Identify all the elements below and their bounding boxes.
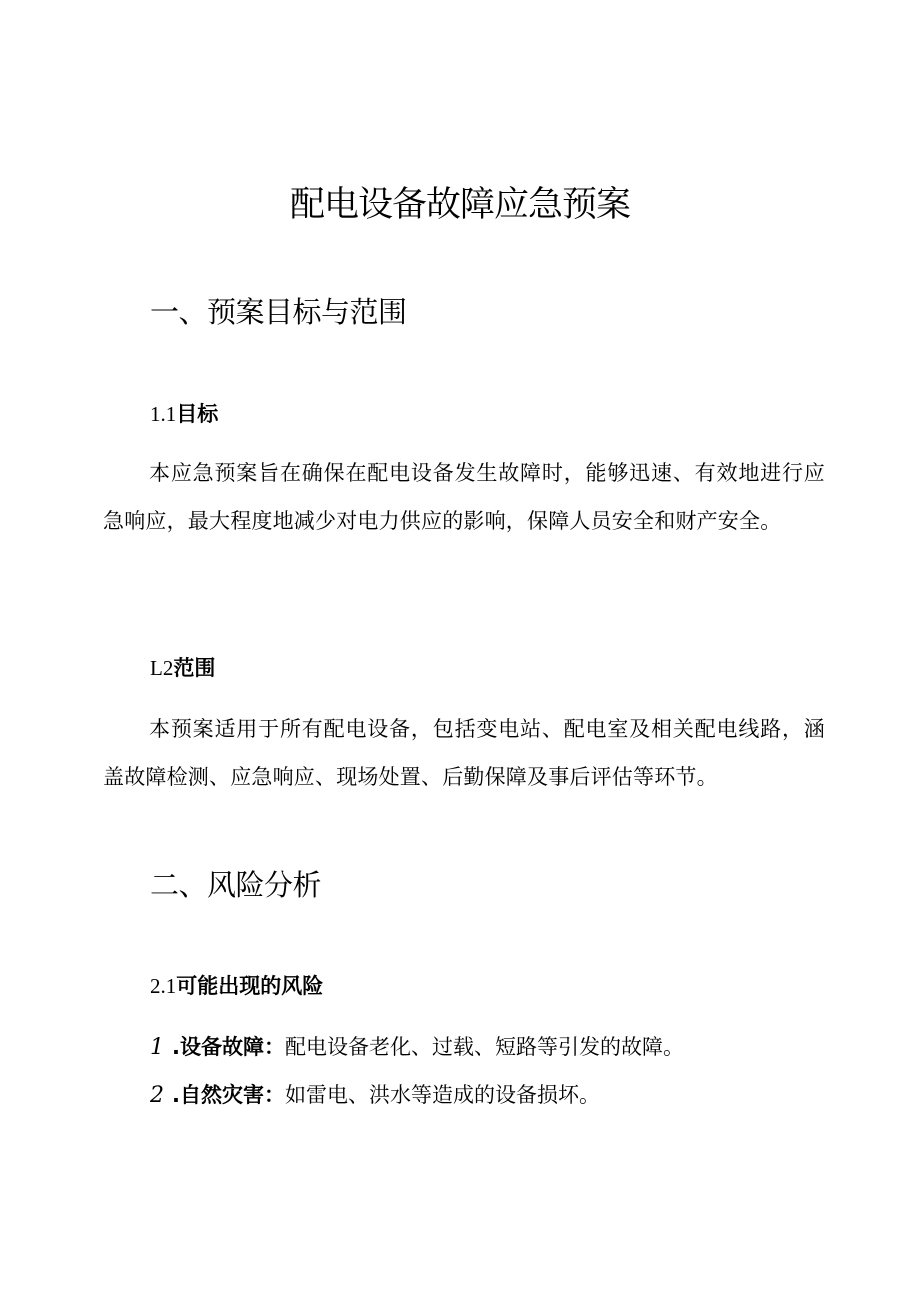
subsection-heading-1-2 xyxy=(150,653,215,683)
subsection-number: L2 xyxy=(150,656,174,680)
subsection-title: 范围 xyxy=(173,656,216,680)
subsection-heading-1-1 xyxy=(150,399,218,429)
list-item-number: 2 xyxy=(150,1083,164,1108)
subsection-title: 可能出现的风险 xyxy=(176,974,324,998)
paragraph-scope: 本预案适用于所有配电设备，包括变电站、配电室及相关配电线路，涵盖故障检测、应急响应、现场处置、后勤保障及事后评估等环节。 xyxy=(103,717,825,789)
section-heading-2: 二、风险分析 xyxy=(150,868,322,902)
document-title: 配电设备故障应急预案 xyxy=(289,185,630,225)
list-item-description: 配电设备老化、过载、短路等引发的故障。 xyxy=(284,1035,684,1059)
list-item xyxy=(150,1032,684,1063)
list-item-separator: . xyxy=(172,1083,180,1107)
list-item-separator: . xyxy=(172,1035,180,1059)
list-item-term: 自然灾害： xyxy=(179,1083,285,1107)
list-item-description: 如雷电、洪水等造成的设备损坏。 xyxy=(284,1083,600,1107)
subsection-title: 目标 xyxy=(176,402,219,426)
section-heading-1: 一、预案目标与范围 xyxy=(150,295,407,329)
subsection-number: 1.1 xyxy=(150,402,177,426)
subsection-heading-2-1 xyxy=(150,971,323,1001)
subsection-number: 2.1 xyxy=(150,974,177,998)
list-item-number: 1 xyxy=(150,1035,164,1060)
paragraph-goal: 本应急预案旨在确保在配电设备发生故障时，能够迅速、有效地进行应急响应，最大程度地减少对电力供应的影响，保障人员安全和财产安全。 xyxy=(103,461,825,533)
list-item xyxy=(150,1080,600,1111)
list-item-term: 设备故障： xyxy=(179,1035,285,1059)
